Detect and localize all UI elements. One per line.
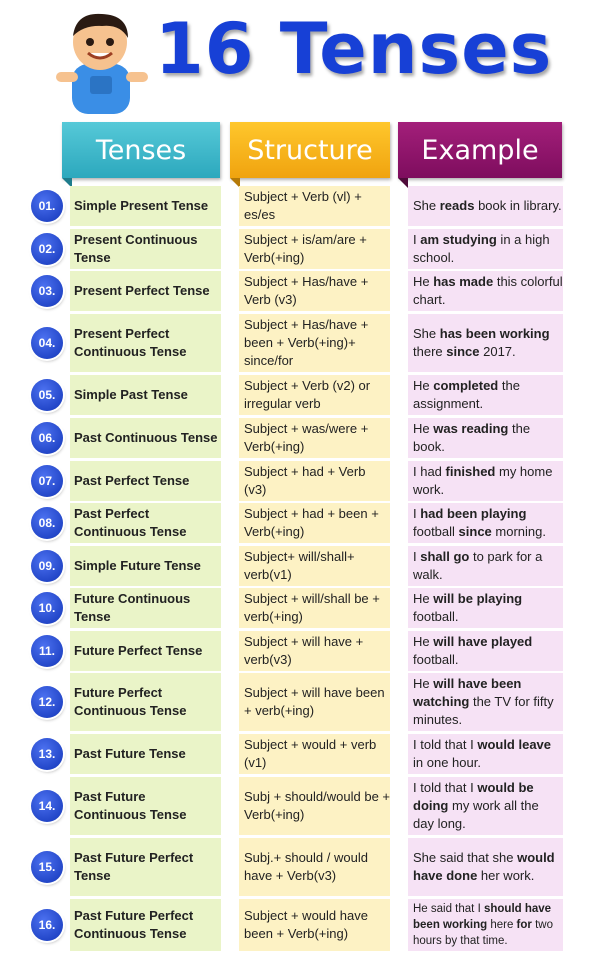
tense-example: He was reading the book. [408,418,563,458]
row-number-badge: 15. [31,851,63,883]
tense-structure: Subject + will/shall be + verb(+ing) [239,588,390,628]
tense-structure: Subject + Has/have + been + Verb(+ing)+ since/for [239,314,390,372]
tense-example: I am studying in a high school. [408,229,563,269]
row-number-badge: 03. [31,275,63,307]
tense-name: Future Perfect Tense [70,631,221,671]
tense-example: He said that I should have been working here for two hours by that time. [408,899,563,951]
tense-name: Past Future Perfect Tense [70,838,221,896]
tense-example: He completed the assignment. [408,375,563,415]
tense-structure: Subject + had + been + Verb(+ing) [239,503,390,543]
table-row [0,899,608,951]
row-number-badge: 09. [31,550,63,582]
header-tenses: Tenses [62,122,220,178]
row-number-badge: 12. [31,686,63,718]
table-row [0,271,608,311]
row-number-badge: 11. [31,635,63,667]
header-example: Example [398,122,562,178]
tense-name: Past Continuous Tense [70,418,221,458]
table-row [0,186,608,226]
tense-structure: Subject + would have been + Verb(+ing) [239,899,390,951]
tense-example: He will have played football. [408,631,563,671]
tense-structure: Subject + was/were + Verb(+ing) [239,418,390,458]
tense-name: Past Future Continuous Tense [70,777,221,835]
table-row [0,375,608,415]
tense-name: Simple Past Tense [70,375,221,415]
table-row [0,588,608,628]
row-number-badge: 04. [31,327,63,359]
page-title: 16 Tenses [155,8,553,90]
table-row [0,673,608,731]
row-number-badge: 06. [31,422,63,454]
table-row [0,631,608,671]
table-row [0,838,608,896]
row-number-badge: 01. [31,190,63,222]
tense-structure: Subject + is/am/are + Verb(+ing) [239,229,390,269]
row-number-badge: 14. [31,790,63,822]
table-row [0,461,608,501]
tense-structure: Subject + Has/have + Verb (v3) [239,271,390,311]
tense-name: Present Perfect Tense [70,271,221,311]
tense-example: She reads book in library. [408,186,563,226]
row-number-badge: 10. [31,592,63,624]
row-number-badge: 07. [31,465,63,497]
boy-mascot-icon [50,6,150,116]
tense-name: Simple Present Tense [70,186,221,226]
tense-structure: Subject + Verb (vl) + es/es [239,186,390,226]
table-row [0,229,608,269]
tense-structure: Subject + will have been + verb(+ing) [239,673,390,731]
row-number-badge: 16. [31,909,63,941]
tense-example: She said that she would have done her work. [408,838,563,896]
tense-example: She has been working there since 2017. [408,314,563,372]
tense-structure: Subject + will have + verb(v3) [239,631,390,671]
tense-example: He will be playing football. [408,588,563,628]
table-row [0,777,608,835]
table-row [0,314,608,372]
tense-structure: Subject + would + verb (v1) [239,734,390,774]
tense-example: He will have been watching the TV for fifty minutes. [408,673,563,731]
tense-structure: Subj.+ should / would have + Verb(v3) [239,838,390,896]
tense-name: Future Continuous Tense [70,588,221,628]
tense-structure: Subject + Verb (v2) or irregular verb [239,375,390,415]
row-number-badge: 13. [31,738,63,770]
tense-example: I had been playing football since morning. [408,503,563,543]
tense-structure: Subj + should/would be + Verb(+ing) [239,777,390,835]
row-number-badge: 02. [31,233,63,265]
table-row [0,503,608,543]
header-structure: Structure [230,122,390,178]
tense-example: I had finished my home work. [408,461,563,501]
tense-example: I shall go to park for a walk. [408,546,563,586]
table-row [0,546,608,586]
tense-structure: Subject+ will/shall+ verb(v1) [239,546,390,586]
tense-name: Present Continuous Tense [70,229,221,269]
tense-structure: Subject + had + Verb (v3) [239,461,390,501]
tense-name: Past Perfect Continuous Tense [70,503,221,543]
row-number-badge: 05. [31,379,63,411]
tense-name: Past Perfect Tense [70,461,221,501]
row-number-badge: 08. [31,507,63,539]
tense-name: Future Perfect Continuous Tense [70,673,221,731]
tense-name: Past Future Perfect Continuous Tense [70,899,221,951]
table-row [0,734,608,774]
tense-name: Present Perfect Continuous Tense [70,314,221,372]
tense-example: I told that I would be doing my work all the day long. [408,777,563,835]
tense-name: Past Future Tense [70,734,221,774]
tense-name: Simple Future Tense [70,546,221,586]
tense-example: I told that I would leave in one hour. [408,734,563,774]
tense-example: He has made this colorful chart. [408,271,563,311]
table-row [0,418,608,458]
